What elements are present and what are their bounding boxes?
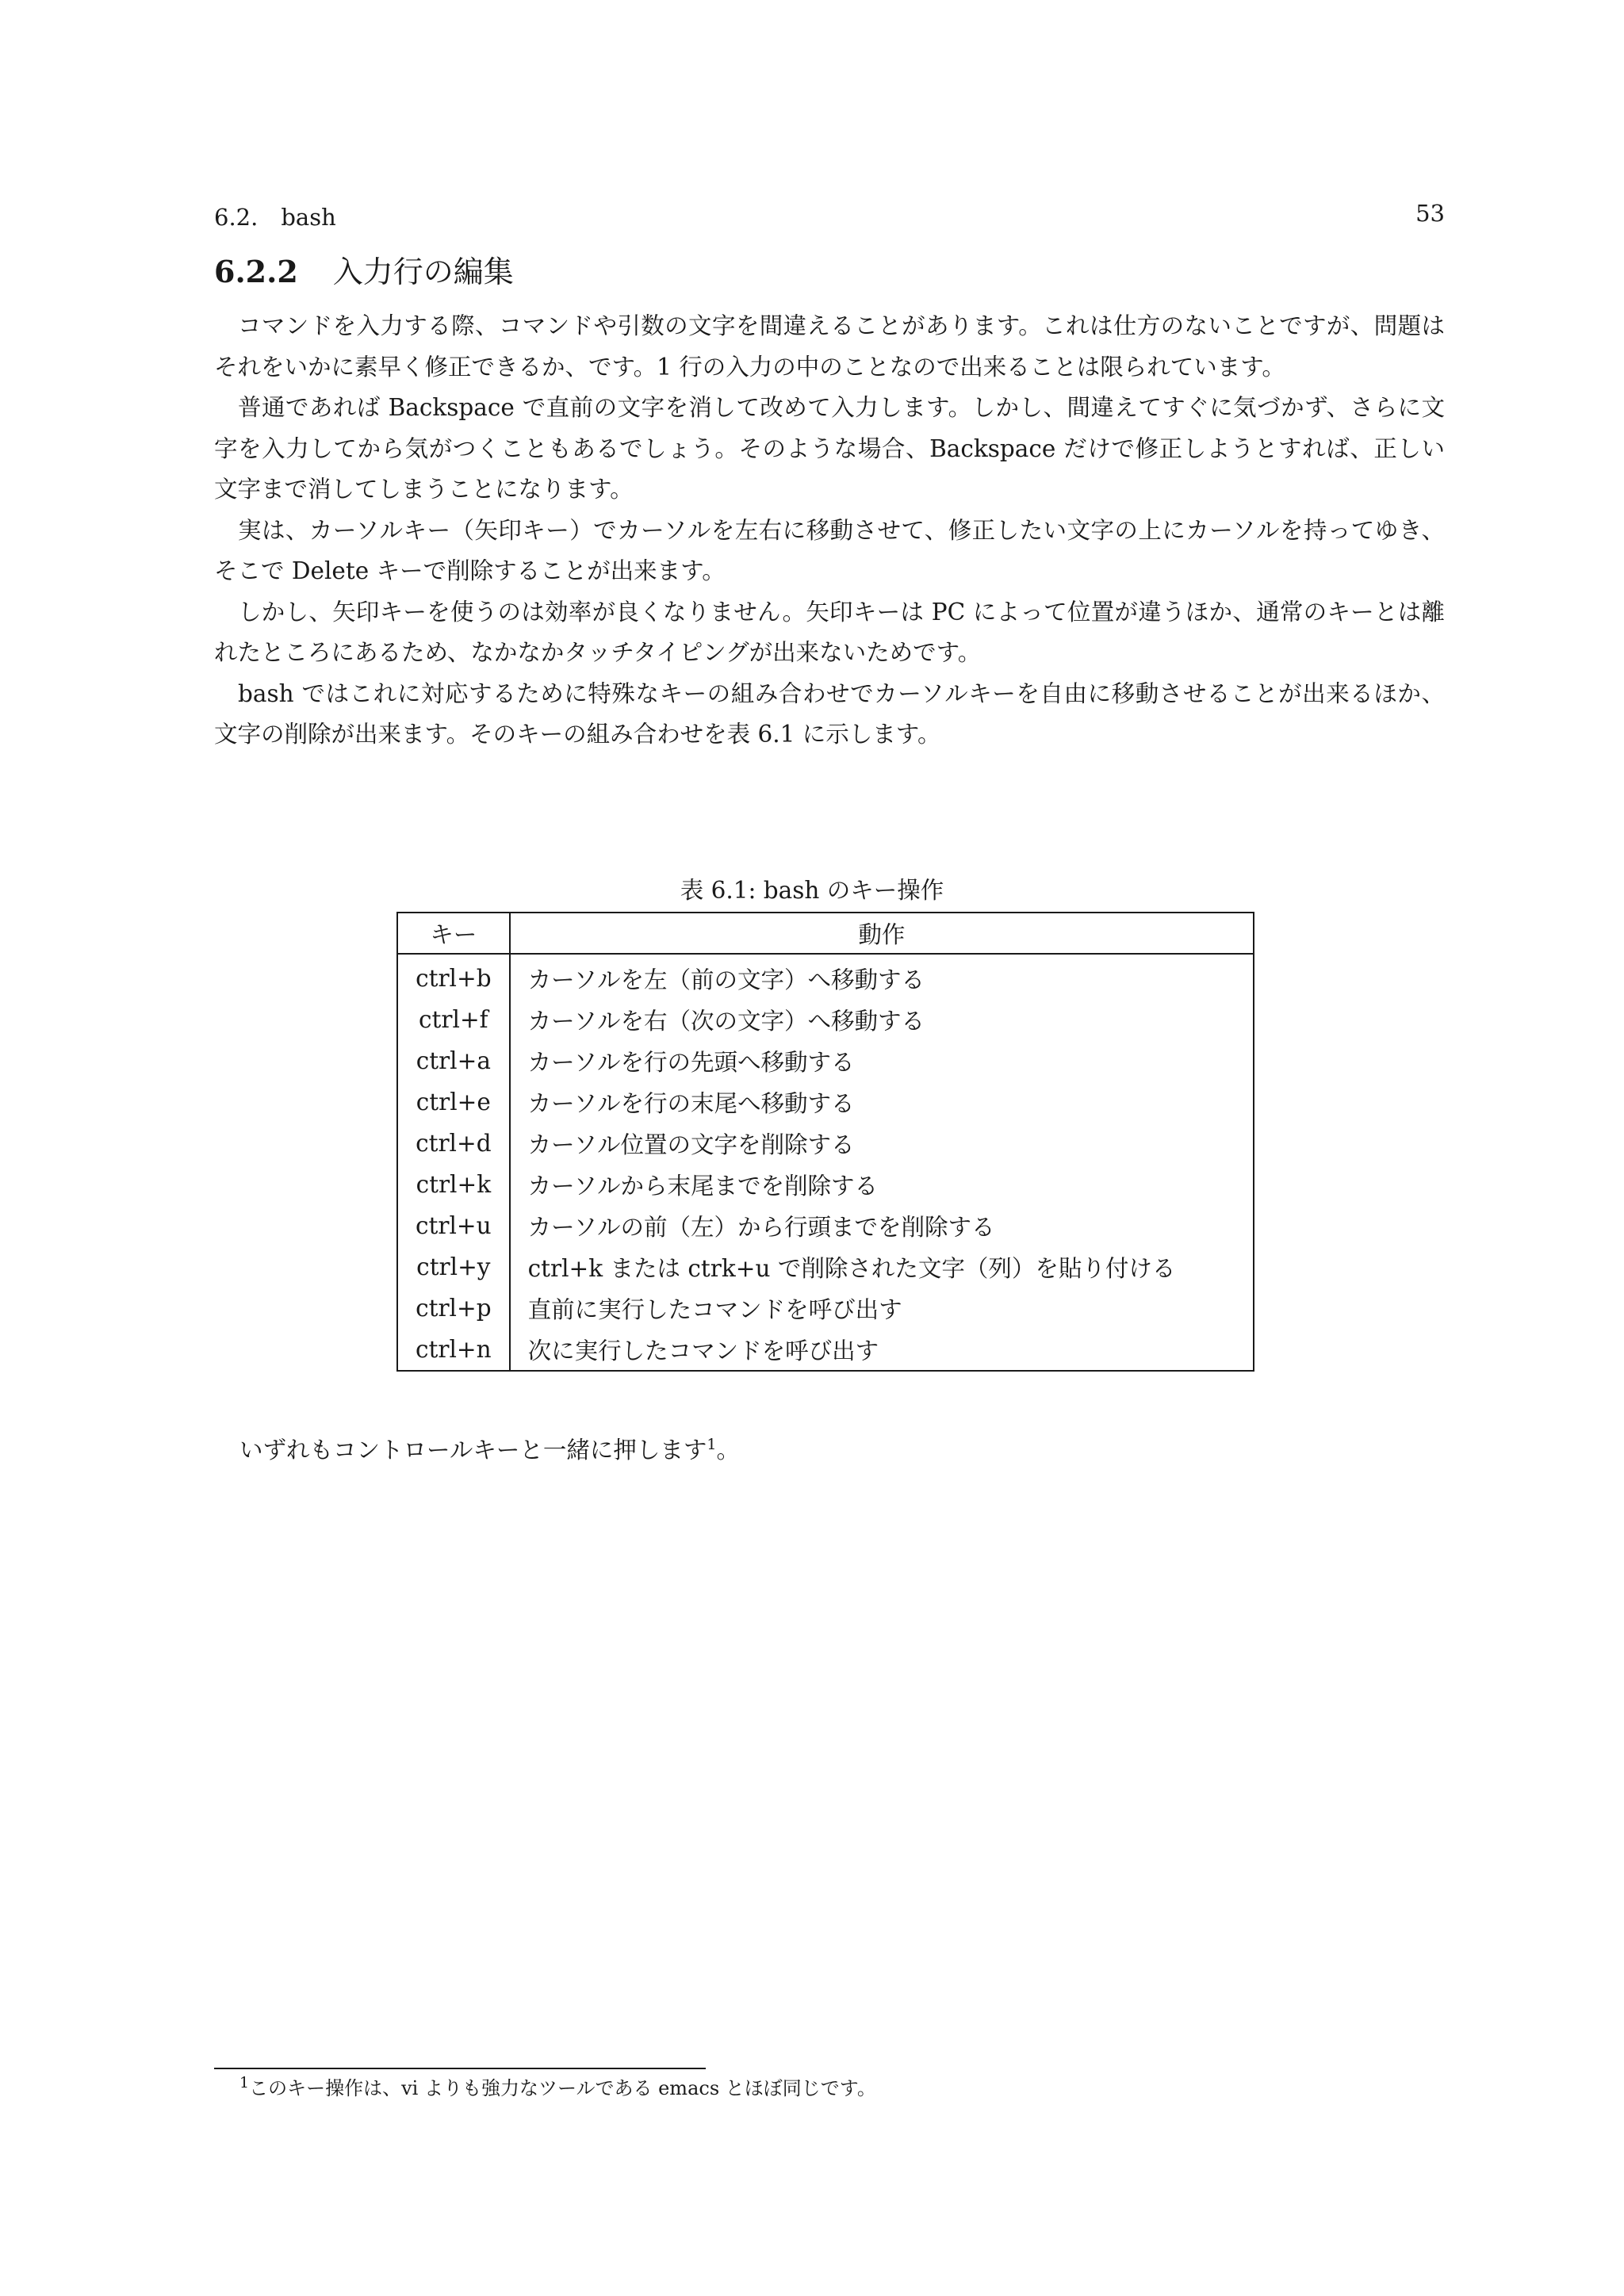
paragraph: しかし、矢印キーを使うのは効率が良くなりません。矢印キーは PC によって位置が違うほか、通常のキーとは離れたところにあるため、なかなかタッチタイピングが出来ないためです。 — [214, 598, 1445, 666]
section-number: 6.2.2 — [214, 254, 298, 289]
running-header-section: 6.2. bash — [214, 204, 336, 231]
paragraph: コマンドを入力する際、コマンドや引数の文字を間違えることがあります。これは仕方のないことですが、問題はそれをいかに素早く修正できるか、です。1 行の入力の中のことなので出来ることは限られています。 — [214, 312, 1446, 381]
table-row — [397, 1040, 1254, 1081]
paragraph: 実は、カーソルキー（矢印キー）でカーソルを左右に移動させて、修正したい文字の上にカーソルを持ってゆき、そこで Delete キーで削除することが出来ます。 — [214, 516, 1445, 584]
table-row — [397, 1205, 1254, 1246]
key-cell: ctrl+p — [397, 1288, 510, 1329]
body-text — [214, 306, 1445, 756]
key-cell: ctrl+u — [397, 1205, 510, 1246]
closing-paragraph — [239, 1432, 740, 1465]
table-row — [397, 1081, 1254, 1123]
key-cell: ctrl+k — [397, 1164, 510, 1205]
action-cell: カーソルを右（次の文字）へ移動する — [527, 1008, 925, 1035]
key-cell: ctrl+f — [397, 999, 510, 1040]
action-cell: 直前に実行したコマンドを呼び出す — [527, 1296, 902, 1323]
footnote-text: このキー操作は、vi よりも強力なツールである emacs とほぼ同じです。 — [249, 2077, 876, 2099]
key-cell: ctrl+d — [397, 1123, 510, 1164]
table-row — [397, 1246, 1254, 1288]
table-row — [397, 1329, 1254, 1371]
action-cell: カーソルを行の末尾へ移動する — [527, 1090, 855, 1117]
key-cell: ctrl+e — [397, 1081, 510, 1123]
action-cell: カーソル位置の文字を削除する — [527, 1131, 855, 1158]
action-cell: 次に実行したコマンドを呼び出す — [527, 1337, 879, 1364]
table-row — [397, 1288, 1254, 1329]
key-cell: ctrl+b — [397, 954, 510, 999]
footnote-reference[interactable]: 1 — [707, 1436, 717, 1454]
paragraph: 普通であれば Backspace で直前の文字を消して改めて入力します。しかし、間違えてすぐに気づかず、さらに文字を入力してから気がつくこともあるでしょう。そのような場合、Backspace だけで修正しようとすれば、正しい文字まで消してしまうことになります。 — [214, 394, 1445, 503]
key-cell: ctrl+y — [397, 1246, 510, 1288]
paragraph: bash ではこれに対応するために特殊なキーの組み合わせでカーソルキーを自由に移動させることが出来るほか、文字の削除が出来ます。そのキーの組み合わせを表 6.1 に示します。 — [214, 679, 1445, 748]
action-cell: カーソルの前（左）から行頭までを削除する — [527, 1214, 995, 1241]
key-cell: ctrl+n — [397, 1329, 510, 1371]
table-row — [397, 999, 1254, 1040]
table-row — [397, 1164, 1254, 1205]
action-cell: ctrl+k または ctrk+u で削除された文字（列）を貼り付ける — [527, 1255, 1176, 1282]
action-cell: カーソルを行の先頭へ移動する — [527, 1049, 855, 1076]
closing-text: いずれもコントロールキーと一緒に押します — [239, 1437, 707, 1464]
column-header-action: 動作 — [510, 913, 1254, 954]
page-number: 53 — [1415, 200, 1445, 227]
action-cell: カーソルを左（前の文字）へ移動する — [527, 966, 925, 993]
key-operations-table — [396, 912, 1254, 1372]
action-cell: カーソルから末尾までを削除する — [527, 1173, 878, 1200]
section-title: 入力行の編集 — [332, 254, 514, 289]
footnote-mark: 1 — [239, 2074, 250, 2091]
column-header-key: キー — [397, 913, 510, 954]
closing-punctuation: 。 — [716, 1437, 741, 1464]
footnote-divider — [214, 2068, 706, 2069]
table-caption: 表 6.1: bash のキー操作 — [680, 877, 944, 904]
key-cell: ctrl+a — [397, 1040, 510, 1081]
table-row — [397, 1123, 1254, 1164]
footnote — [239, 2072, 876, 2100]
table-header-row — [397, 913, 1254, 954]
section-heading — [214, 247, 514, 291]
table-row — [397, 954, 1254, 999]
